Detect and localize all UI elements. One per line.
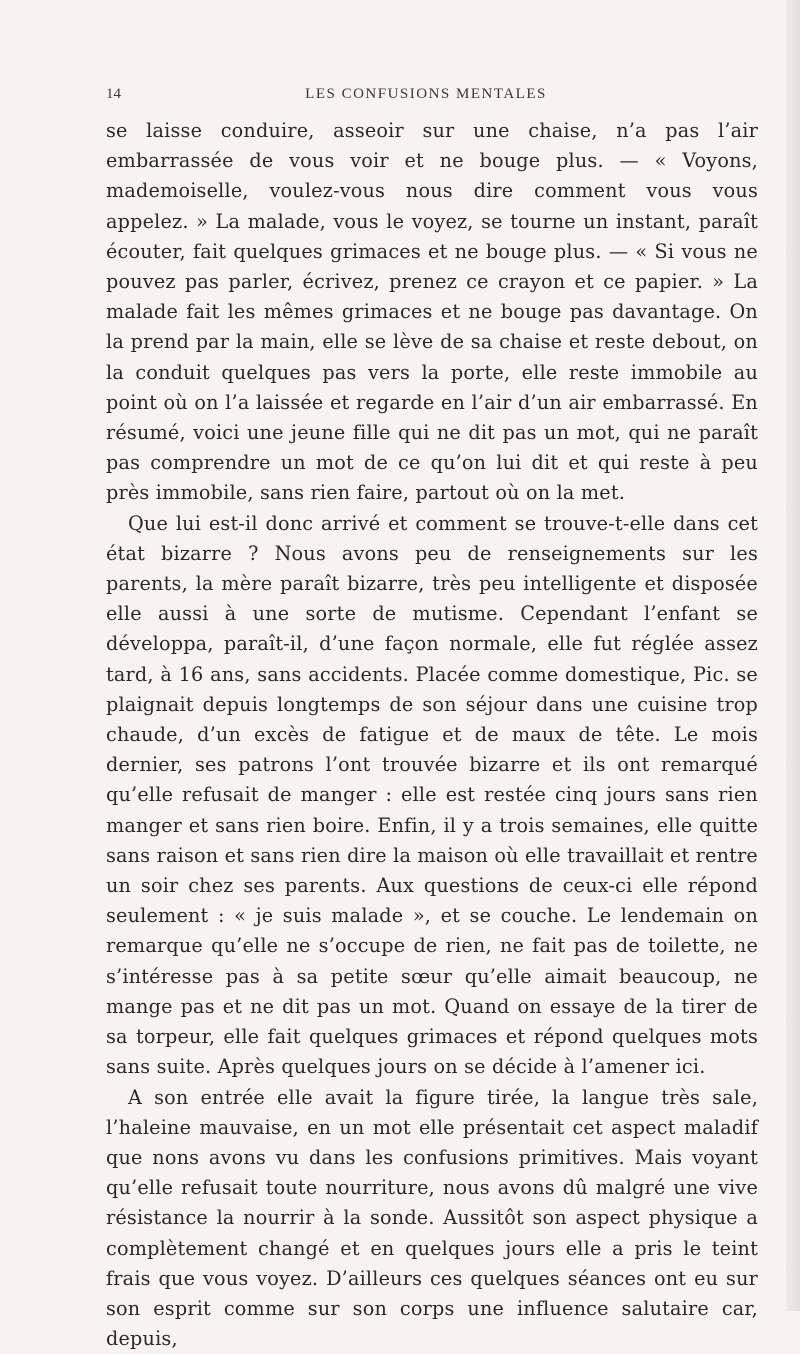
paragraph-history: Que lui est-il donc arrivé et comment se trouve-t-elle dans cet état bizarre ? Nous avons peu de renseignements sur les parents, la mère paraît bizarre, très peu intelligente et disposée elle aussi à une sorte de mutisme. Cependant l’enfant se développa, paraît-il, d’une façon normale, elle fut réglée assez tard, à 16 ans, sans accidents. Placée comme domestique, Pic. se plaignait depuis longtemps de son séjour dans une cuisine trop chaude, d’un excès de fatigue et de maux de tête. Le mois dernier, ses patrons l’ont trouvée bizarre et ils ont remarqué qu’elle refusait de manger : elle est restée cinq jours sans rien manger et sans rien boire. Enfin, il y a trois semaines, elle quitte sans raison et sans rien dire la maison où elle travaillait et rentre un soir chez ses parents. Aux questions de ceux-ci elle répond seulement : « je suis malade », et se couche. Le lendemain on remarque qu’elle ne s’occupe de rien, ne fait pas de toilette, ne s’intéresse pas à sa petite sœur qu’elle aimait beaucoup, ne mange pas et ne dit pas un mot. Quand on essaye de la tirer de sa torpeur, elle fait quelques grimaces et répond quelques mots sans suite. Après quelques jours on se décide à l’amener ici. xyxy=(106,509,758,1083)
page-header xyxy=(106,86,746,110)
page-edge-shadow xyxy=(786,0,800,1311)
paragraph-admission: A son entrée elle avait la figure tirée, la langue très sale, l’haleine mauvaise, en un mot elle présentait cet aspect maladif que nons avons vu dans les confusions primitives. Mais voyant qu’elle refusait toute nourriture, nous avons dû malgré une vive résistance la nourrir à la sonde. Aussitôt son aspect physique a complètement changé et en quelques jours elle a pris le teint frais que vous voyez. D’ailleurs ces quelques séances ont eu sur son esprit comme sur son corps une influence salutaire car, depuis, xyxy=(106,1083,758,1354)
body-text xyxy=(106,116,758,1354)
paragraph-continued: se laisse conduire, asseoir sur une chaise, n’a pas l’air embarrassée de vous voir et ne bouge plus. — « Voyons, mademoiselle, voulez-vous nous dire comment vous vous appelez. » La malade, vous le voyez, se tourne un instant, paraît écouter, fait quelques grimaces et ne bouge plus. — « Si vous ne pouvez pas parler, écrivez, prenez ce crayon et ce papier. » La malade fait les mêmes grimaces et ne bouge pas davantage. On la prend par la main, elle se lève de sa chaise et reste debout, on la conduit quelques pas vers la porte, elle reste immobile au point où on l’a laissée et regarde en l’air d’un air embarrassé. En résumé, voici une jeune fille qui ne dit pas un mot, qui ne paraît pas comprendre un mot de ce qu’on lui dit et qui reste à peu près immobile, sans rien faire, partout où on la met. xyxy=(106,116,758,509)
page-number: 14 xyxy=(106,86,121,103)
running-title: LES CONFUSIONS MENTALES xyxy=(106,86,746,103)
